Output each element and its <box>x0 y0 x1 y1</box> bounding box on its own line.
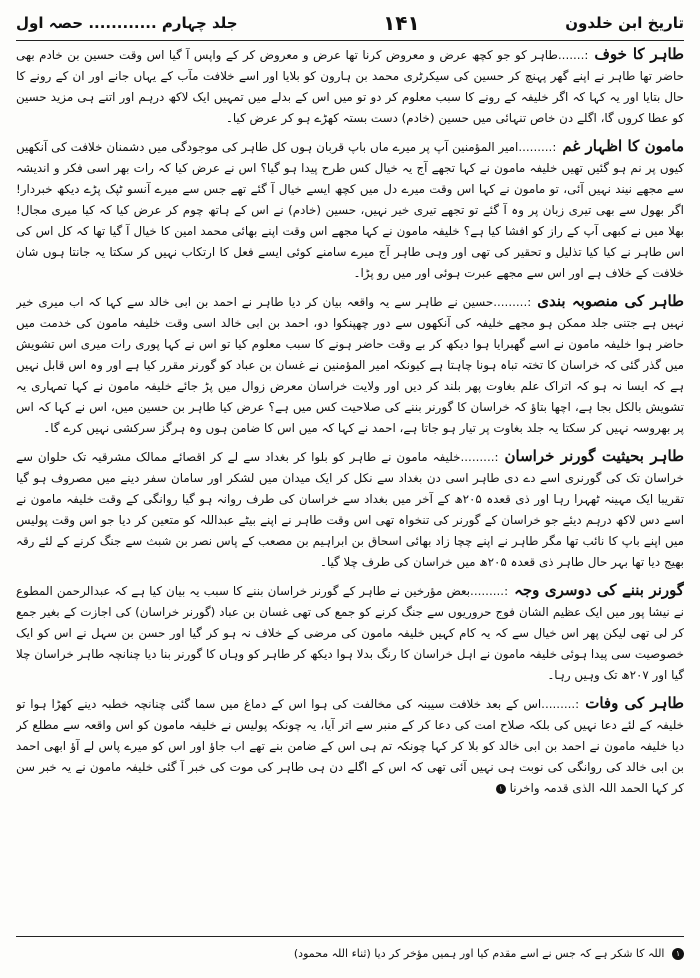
section-tahir-fear <box>16 44 684 129</box>
section-text: :.........اس کے بعد خلافت سیبنہ کی مخالفت کی ہوا اس کے دماغ میں سما گئی چنانچہ خطبہ دینے کھڑا ہوا تو خلیفہ کے لئے دعا نہیں کی بلکہ صلاح امت کی دعا کر کے منبر سے اتر آیا، یہ چونکہ پولیس نے خلیفہ مامون کو اس واقعہ سے مطلع کر دیا خلیفہ مامون نے احمد بن ابی خالد کو بلا کر کہا چونکہ تم ہی اس کے ضامن بنے تھے اب جاؤ اور اس کو میرے پاس لے آؤ ابھی احمد بن ابی خالد کی روانگی کی نوبت ہی نہیں آئی تھی کہ اس کے اگلے دن ہی طاہر کی موت کی خبر آ گئی خلیفہ مامون نے یہ خبر سن کر کہا الحمد اللہ الذی قدمہ واخرنا <box>16 697 684 795</box>
footnote-text: اللہ کا شکر ہے کہ جس نے اسے مقدم کیا اور ہمیں مؤخر کر دیا (ثناء اللہ محمود) <box>293 947 665 960</box>
section-heading: طاہر کی منصوبہ بندی <box>537 292 684 310</box>
book-title: تاریخ ابن خلدون <box>565 14 684 32</box>
footnote <box>16 937 684 963</box>
section-text: :.........بعض مؤرخین نے طاہر کے گورنر خراسان بننے کا سبب یہ بیان کیا ہے کہ عبدالرحمن المطوع نے نیشا پور میں ایک عظیم الشان فوج حروریوں سے جنگ کرنے کو جمع کی تھی غسان بن عباد (گورنر خراسان) کی اجازت کے بغیر جمع کر لی تھی لیکن پھر اس خیال سے کہ یہ کام کہیں خلیفہ مامون کی مرضی کے خلاف نہ ہو کر گیا اور حسن بن سہل نے اس کو ایک خصوصیت سی پیدا ہوئی خلیفہ مامون نے اہل خراسان کا رنگ بدلا ہوا دیکھ کر طاہر کو وہاں کا گورنر بنا دیا چنانچہ طاہر خراسان چلا گیا اور ۲۰۷ھ تک وہیں رہا۔ <box>16 584 684 682</box>
section-heading: طاہر کی وفات <box>585 694 684 712</box>
section-heading: طاہر کا خوف <box>594 45 684 63</box>
section-heading: طاہر بحیثیت گورنر خراسان <box>504 447 684 465</box>
section-text: :.......طاہر کو جو کچھ عرض و معروض کرنا تھا عرض و معروض کر کے واپس آ گیا اس وقت حسین بن خادم بھی حاضر تھا طاہر نے اپنے گھر پہنچ کر حسین کی سیکرٹری محمد بن ہارون کو بلایا اور اسے خلافت مآب کے یہاں جانے اور ان کے رونے کا حال بتایا اور یہ کہا کہ اگر خلیفہ کے رونے کا سبب معلوم کر دو تو میں اس کے بدلے میں تمہیں ایک لاکھ درہم اور اتنے ہی مزید حسین کو عطا کروں گا، اگلے دن خاص تنہائی میں حسین (خادم) دست بستہ کھڑے ہو کر عرض کیا۔ <box>16 48 684 125</box>
section-tahir-death <box>16 693 684 799</box>
section-text: :.........خلیفہ مامون نے طاہر کو بلوا کر بغداد سے لے کر اقصائے ممالک مشرقیہ تک حلوان سے خراسان تک کی گورنری اسے دے دی طاہر اسی دن بغداد سے نکل کر ایک میدان میں لشکر اور سامان سفر دینے میں مصروف ہو گیا تقریبا ایک مہینہ ٹھہرا رہا اور ذی قعدہ ۲۰۵ھ کے آخر میں بغداد سے خراسان کی طرف روانہ ہو گیا روانگی کے وقت خلیفہ مامون نے اسے دس لاکھ درہم دیئے جو خراسان کے گورنر کی تنخواہ تھی اس وقت طاہر نے اپنے بیٹے عبداللہ کو متعین کر دیا جو اس وقت پولیس میں اپنے باپ کا نائب تھا مگر طاہر نے اپنے چچا زاد بھائی اسحاق بن ابراہیم بن مصعب کے پاس نصر بن شبث سے جنگ کرنے کے لئے رقہ بھیج دیا تھا بہر حال طاہر ذی قعدہ ۲۰۵ھ میں خراسان کی طرف چلا گیا۔ <box>16 450 684 569</box>
section-heading: گورنر بننے کی دوسری وجہ <box>514 581 684 599</box>
footnote-marker: ۱ <box>672 948 684 960</box>
footnote-reference: ۱ <box>496 784 506 794</box>
section-mamun-grief <box>16 136 684 284</box>
section-second-reason <box>16 580 684 686</box>
footnote-area <box>16 936 684 971</box>
section-text: :.........حسین نے طاہر سے یہ واقعہ بیان کر دیا طاہر نے احمد بن ابی خالد سے کہا کہ اب میری خیر نہیں ہے جتنی جلد ممکن ہو مجھے خلیفہ کی آنکھوں سے دور چھپنکوا دو، احمد بن ابی خالد اسی وقت خلیفہ مامون کی خدمت میں حاضر ہوا خلیفہ مامون نے اسے گھبرایا ہوا دیکھ کر بے وقت حاضر ہونے کا سبب معلوم کیا تو اس نے کہا پوری رات میری اس تشویش میں گذر گئی کہ خراسان کا تختہ تباہ ہونا چاہتا ہے کیونکہ امیر المؤمنین نے غسان بن عباد کو گورنر مقرر کیا ہے اور وہ اس قابل نہیں ہے کہ ایسا نہ ہو کہ اتراک علم بغاوت پھر بلند کر دیں اور ولایت خراسان معرض زوال میں پڑ جائے خلیفہ مامون نے کہا تمہاری یہ تشویش بالکل بجا ہے، اچھا بتاؤ کہ خراسان کا گورنر بننے کی صلاحیت کس میں ہے؟ عرض کیا طاہر بن حسین میں، اس نے کہا کہ اس پر بھروسہ نہیں کر سکتا یہ جلد بغاوت پر تیار ہو جاتا ہے، احمد نے کہا کہ میں اس کا ضامن ہوں وہ ہرگز سرکشی نہیں کرے گا۔ <box>16 295 684 435</box>
volume-info: جلد چہارم ............ حصہ اول <box>16 14 238 32</box>
page-body <box>16 44 684 924</box>
section-heading: مامون کا اظہار غم <box>562 137 684 155</box>
page-number: ۱۴۱ <box>383 11 420 35</box>
section-tahir-planning <box>16 291 684 439</box>
page-header <box>16 6 684 41</box>
section-text: :.........امیر المؤمنین آپ پر میرے ماں باپ قربان ہوں کل طاہر کی موجودگی میں دشمنان خلافت کی آنکھیں کیوں پر نم ہو گئیں تھیں خلیفہ مامون نے کہا تجھے آج یہ خیال کس طرح پیدا ہو گیا؟ اس نے عرض کیا کہ رات بھر اسی فکر و اندیشہ سے مجھے نیند نہیں آئی، تو مامون نے کہا اس وقت میرے دل میں کچھ ایسے خیال آ گئے تھے جس سے میرے آنسو ٹپک پڑے دیکھ خبردار! اگر بھول سے بھی تیری زبان پر وہ آ گئے تو تجھے تیری خیر نہیں، حسین (خادم) نے اس کے ہاتھ چوم کر عرض کیا کہ کیا میری مجال! بھلا میں نے کبھی آپ کے راز کو افشا کیا ہے؟ خلیفہ مامون نے کہا مجھے اس وقت اپنے بھائی محمد امین کا خیال آ گیا تھا کہ کل اس کی اس طاہر نے کیا کیا تذلیل و تحقیر کی تھی اور وہی طاہر آج میرے سامنے کوئی ایسے فعل کا ارتکاب نہیں کر سکتا یہ جانتا ہوں شان خلافت کے خلاف ہے اور اس سے مجھے عبرت ہوئی اور میں رو پڑا۔ <box>16 140 684 280</box>
section-tahir-governor <box>16 446 684 573</box>
